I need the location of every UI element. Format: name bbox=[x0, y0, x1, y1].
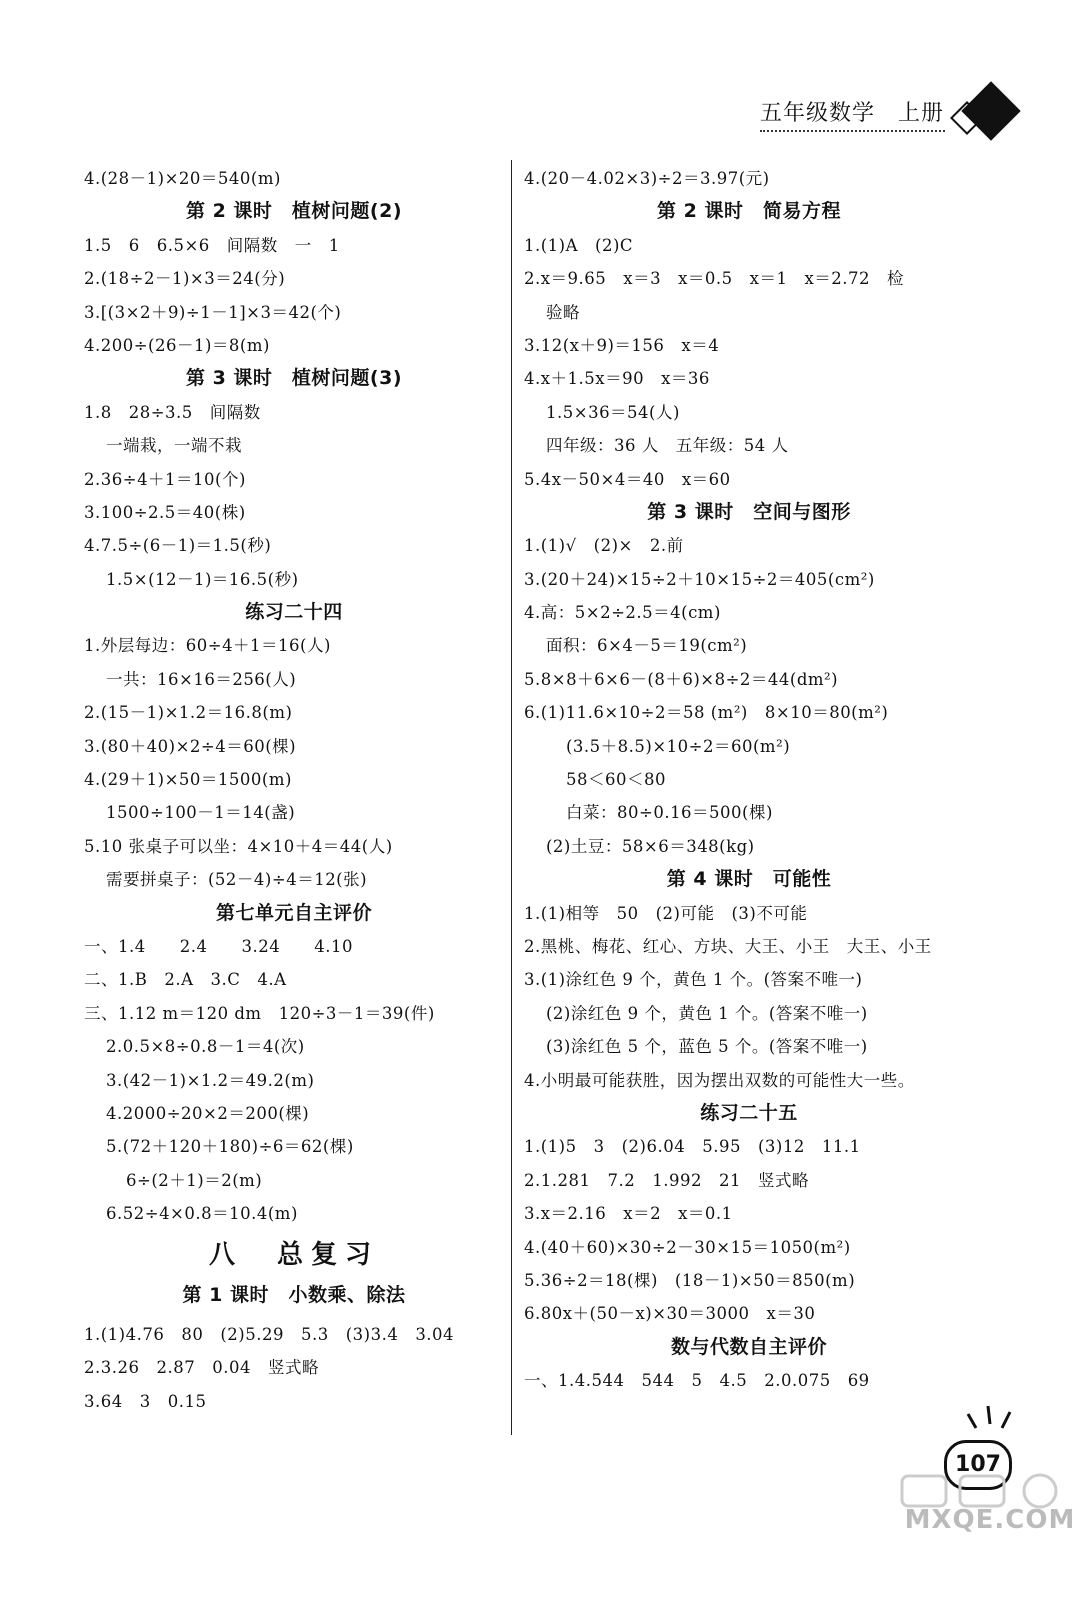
answer-line: 1.(1)4.76 80 (2)5.29 5.3 (3)3.4̇ 3.04 bbox=[84, 1324, 455, 1344]
answer-line: 一共：16×16＝256(人) bbox=[106, 669, 297, 689]
answer-line: 2.黑桃、梅花、红心、方块、大王、小王 大王、小王 bbox=[524, 936, 932, 956]
answer-line: 5.36÷2＝18(棵) (18－1)×50＝850(m) bbox=[524, 1270, 856, 1290]
answer-line: 需要拼桌子：(52－4)÷4＝12(张) bbox=[106, 870, 368, 890]
answer-line: (2)土豆：58×6＝348(kg) bbox=[546, 836, 755, 856]
answer-line: 6÷(2＋1)＝2(m) bbox=[126, 1170, 263, 1190]
answer-line: 1.5 6 6.5×6 间隔数 一 1 bbox=[84, 235, 340, 255]
answer-line: 3.[(3×2＋9)÷1－1]×3＝42(个) bbox=[84, 302, 342, 322]
answer-line: 三、1.12 m＝120 dm 120÷3－1＝39(件) bbox=[84, 1003, 435, 1023]
header-title: 五年级数学 上册 bbox=[760, 96, 945, 132]
answer-line: 4.(20－4.02×3)÷2＝3.97(元) bbox=[524, 169, 770, 188]
answer-line: 一端栽，一端不栽 bbox=[106, 436, 242, 456]
answer-line: 3.x＝2.16 x＝2 x＝0.1 bbox=[524, 1204, 733, 1224]
answer-line: 一、1.4.5̇4̇4 544 5 4.5 2.0.075 69 bbox=[524, 1371, 870, 1391]
answer-line: 1.(1)√ (2)× 2.前 bbox=[524, 536, 684, 556]
section-heading: 第七单元自主评价 bbox=[215, 901, 372, 924]
answer-line: 验略 bbox=[546, 302, 580, 322]
answer-line: 1.外层每边：60÷4＋1＝16(人) bbox=[84, 636, 331, 656]
answer-line: 1.(1)5 3 (2)6.04 5.95 (3)12 11.1 bbox=[524, 1137, 861, 1157]
answer-line: 3.(20＋24)×15÷2＋10×15÷2＝405(cm²) bbox=[524, 569, 875, 589]
answer-line: 1.(1)A (2)C bbox=[524, 235, 634, 255]
answer-line: 3.100÷2.5＝40(株) bbox=[84, 502, 246, 522]
section-heading: 第 3 课时 植树问题(3) bbox=[185, 367, 403, 390]
answer-line: 1.8 28÷3.5 间隔数 bbox=[84, 402, 261, 422]
answer-line: 3.(42－1)×1.2＝49.2(m) bbox=[106, 1070, 315, 1090]
section-heading: 第 2 课时 简易方程 bbox=[657, 200, 841, 223]
answer-line: 4.7.5÷(6－1)＝1.5(秒) bbox=[84, 536, 272, 556]
answer-line: 4.2000÷20×2＝200(棵) bbox=[106, 1103, 310, 1123]
answer-line: 4.小明最可能获胜，因为摆出双数的可能性大一些。 bbox=[524, 1070, 915, 1090]
answer-line: 4.200÷(26－1)＝8(m) bbox=[84, 335, 270, 355]
answer-line: 58＜60＜80 bbox=[566, 770, 666, 790]
answer-line: 4.x＋1.5x＝90 x＝36 bbox=[524, 369, 710, 389]
answer-line: 5.8×8＋6×6－(8＋6)×8÷2＝44(dm²) bbox=[524, 669, 839, 689]
answer-line: 5.10 张桌子可以坐：4×10＋4＝44(人) bbox=[84, 836, 393, 856]
answer-line: 2.x＝9.65 x＝3 x＝0.5 x＝1 x＝2.72 检 bbox=[524, 269, 904, 289]
answer-line: 四年级：36 人 五年级：54 人 bbox=[546, 436, 789, 456]
answer-line: 面积：6×4－5＝19(cm²) bbox=[546, 636, 748, 656]
page-number: 107 bbox=[944, 1440, 1012, 1490]
left-answer-column bbox=[84, 162, 504, 1418]
section-heading: 第 4 课时 可能性 bbox=[666, 868, 832, 891]
answer-line: 二、1.B 2.A 3.C 4.A bbox=[84, 970, 287, 990]
answer-line: 一、1.4 2.4 3.24 4.10 bbox=[84, 936, 353, 956]
answer-line: 3.(1)涂红色 9 个，黄色 1 个。(答案不唯一) bbox=[524, 970, 863, 990]
answer-line: 1.5×(12－1)＝16.5(秒) bbox=[106, 569, 299, 589]
sparkle-icon bbox=[960, 1404, 1020, 1440]
answer-line: 1.(1)相等 50 (2)可能 (3)不可能 bbox=[524, 903, 808, 923]
answer-line: 3.12(x＋9)＝156 x＝4 bbox=[524, 335, 720, 355]
answer-line: 5.(72＋120＋180)÷6＝62(棵) bbox=[106, 1137, 354, 1157]
section-heading: 第 3 课时 空间与图形 bbox=[647, 500, 851, 523]
answer-line: 6.80x＋(50－x)×30＝3000 x＝30 bbox=[524, 1304, 816, 1324]
answer-line: 2.1.281 7.2 1.992 21 竖式略 bbox=[524, 1170, 809, 1190]
answer-line: 4.(29＋1)×50＝1500(m) bbox=[84, 770, 292, 790]
answer-line: 1.5×36＝54(人) bbox=[546, 402, 680, 422]
section-heading: 第 1 课时 小数乘、除法 bbox=[182, 1283, 406, 1306]
answer-line: 4.(28－1)×20＝540(m) bbox=[84, 169, 281, 188]
answer-line: 4.(40＋60)×30÷2－30×15＝1050(m²) bbox=[524, 1237, 851, 1257]
right-answer-column bbox=[524, 162, 974, 1397]
section-heading: 数与代数自主评价 bbox=[670, 1335, 827, 1358]
section-heading: 练习二十四 bbox=[245, 601, 343, 624]
answer-line: 2.0.5×8÷0.8－1＝4(次) bbox=[106, 1037, 305, 1057]
answer-line: (3)涂红色 5 个，蓝色 5 个。(答案不唯一) bbox=[546, 1037, 868, 1057]
answer-line: 白菜：80÷0.16＝500(棵) bbox=[566, 803, 773, 823]
answer-line: 6.52÷4×0.8＝10.4(m) bbox=[106, 1204, 298, 1224]
watermark-logo-icon bbox=[900, 1470, 1070, 1510]
answer-line: 4.高：5×2÷2.5＝4(cm) bbox=[524, 603, 721, 623]
answer-line: 2.(15－1)×1.2＝16.8(m) bbox=[84, 703, 293, 723]
answer-line: 3.(80＋40)×2÷4＝60(棵) bbox=[84, 736, 297, 756]
section-heading: 八 总复习 bbox=[208, 1239, 379, 1270]
answer-line: 2.3.26 2.87 0.04 竖式略 bbox=[84, 1358, 319, 1378]
answer-line: 1500÷100－1＝14(盏) bbox=[106, 803, 296, 823]
answer-line: (3.5＋8.5)×10÷2＝60(m²) bbox=[566, 736, 791, 756]
answer-line: 2.(18÷2－1)×3＝24(分) bbox=[84, 269, 286, 289]
column-divider bbox=[511, 160, 512, 1435]
answer-line: 6.(1)11.6×10÷2＝58 (m²) 8×10＝80(m²) bbox=[524, 703, 889, 723]
section-heading: 第 2 课时 植树问题(2) bbox=[185, 200, 403, 223]
answer-line: (2)涂红色 9 个，黄色 1 个。(答案不唯一) bbox=[546, 1003, 868, 1023]
answer-line: 5.4x－50×4＝40 x＝60 bbox=[524, 469, 731, 489]
watermark-text: MXQE.COM bbox=[904, 1505, 1076, 1535]
answer-line: 2.36÷4＋1＝10(个) bbox=[84, 469, 246, 489]
section-heading: 练习二十五 bbox=[700, 1101, 798, 1124]
diamond-decoration-icon bbox=[961, 81, 1020, 140]
answer-line: 3.64 3 0.15 bbox=[84, 1391, 207, 1411]
